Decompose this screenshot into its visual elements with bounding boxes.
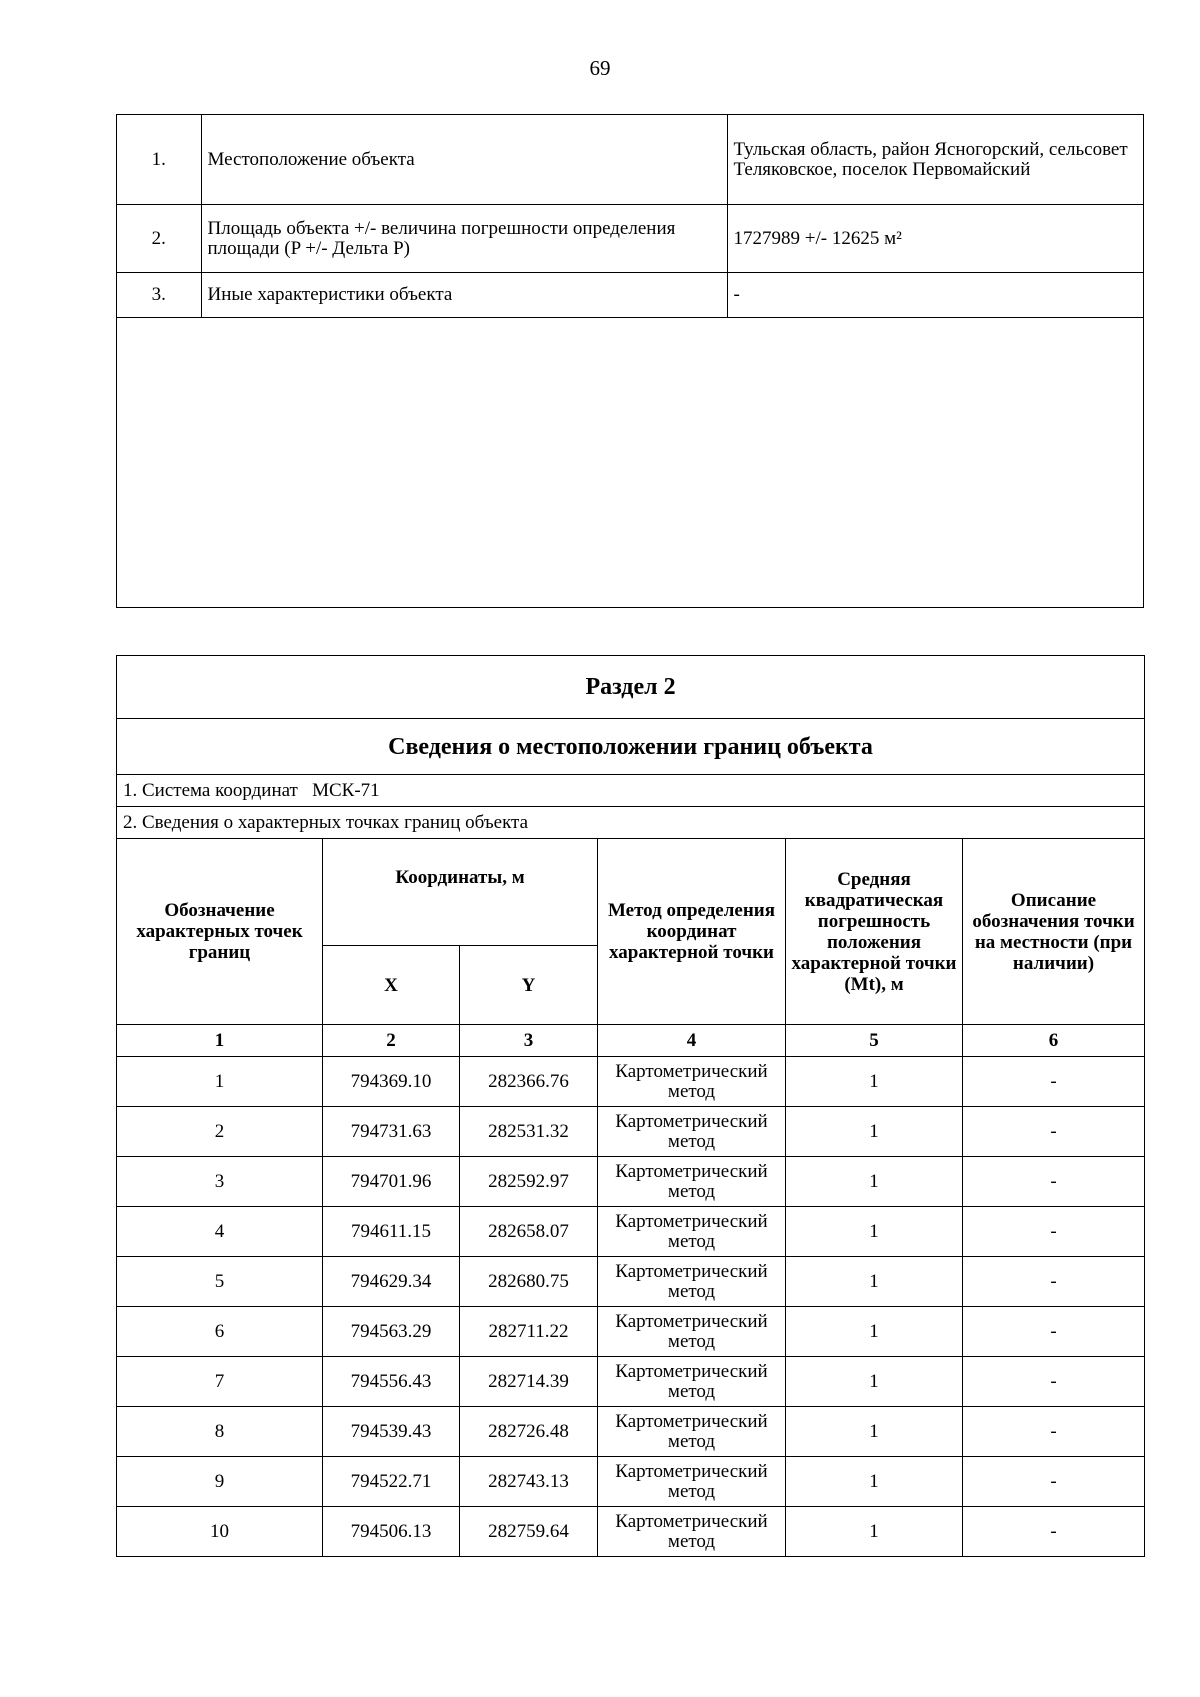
page-number: 69 bbox=[589, 56, 611, 80]
coord-x: 794701.96 bbox=[323, 1157, 460, 1207]
header-method: Метод определения координат характерной точки bbox=[598, 839, 786, 1025]
coord-x: 794611.15 bbox=[323, 1207, 460, 1257]
table-row bbox=[117, 115, 1143, 205]
column-number: 1 bbox=[117, 1025, 323, 1057]
point-designation: 5 bbox=[117, 1257, 323, 1307]
method-cell: Картометрический метод bbox=[598, 1307, 786, 1357]
method-cell: Картометрический метод bbox=[598, 1107, 786, 1157]
table-row bbox=[117, 1307, 1145, 1357]
error-cell: 1 bbox=[786, 1507, 963, 1557]
row-number: 1. bbox=[117, 115, 201, 205]
coord-x: 794522.71 bbox=[323, 1457, 460, 1507]
table-row bbox=[117, 205, 1143, 273]
table-row bbox=[117, 1207, 1145, 1257]
coord-y: 282711.22 bbox=[460, 1307, 598, 1357]
column-number: 5 bbox=[786, 1025, 963, 1057]
table-row bbox=[117, 1107, 1145, 1157]
coord-y: 282759.64 bbox=[460, 1507, 598, 1557]
coord-x: 794369.10 bbox=[323, 1057, 460, 1107]
point-designation: 7 bbox=[117, 1357, 323, 1407]
table-row bbox=[117, 1157, 1145, 1207]
point-rows bbox=[117, 1057, 1145, 1557]
row-value: 1727989 +/- 12625 м² bbox=[727, 205, 1143, 273]
method-cell: Картометрический метод bbox=[598, 1057, 786, 1107]
table-row bbox=[117, 1257, 1145, 1307]
method-cell: Картометрический метод bbox=[598, 1157, 786, 1207]
description-cell: - bbox=[963, 1357, 1145, 1407]
method-cell: Картометрический метод bbox=[598, 1357, 786, 1407]
coord-y: 282726.48 bbox=[460, 1407, 598, 1457]
table-row bbox=[117, 273, 1143, 318]
description-cell: - bbox=[963, 1257, 1145, 1307]
coord-y: 282714.39 bbox=[460, 1357, 598, 1407]
error-cell: 1 bbox=[786, 1157, 963, 1207]
point-designation: 2 bbox=[117, 1107, 323, 1157]
coord-y: 282658.07 bbox=[460, 1207, 598, 1257]
column-number: 3 bbox=[460, 1025, 598, 1057]
table-row bbox=[117, 1407, 1145, 1457]
row-label: Иные характеристики объекта bbox=[201, 273, 727, 318]
point-designation: 8 bbox=[117, 1407, 323, 1457]
row-number: 2. bbox=[117, 205, 201, 273]
row-label: Площадь объекта +/- величина погрешности определения площади (P +/- Дельта P) bbox=[201, 205, 727, 273]
coord-x: 794563.29 bbox=[323, 1307, 460, 1357]
section-subtitle: Сведения о местоположении границ объекта bbox=[117, 719, 1145, 775]
description-cell: - bbox=[963, 1307, 1145, 1357]
header-y: Y bbox=[460, 946, 598, 1025]
method-cell: Картометрический метод bbox=[598, 1507, 786, 1557]
coord-y: 282531.32 bbox=[460, 1107, 598, 1157]
section-title: Раздел 2 bbox=[117, 656, 1145, 719]
header-description: Описание обозначения точки на местности (при наличии) bbox=[963, 839, 1145, 1025]
table-row bbox=[117, 1357, 1145, 1407]
point-designation: 4 bbox=[117, 1207, 323, 1257]
coordinate-system: 1. Система координат МСК-71 bbox=[117, 775, 1145, 807]
table-row bbox=[117, 1457, 1145, 1507]
table-row bbox=[117, 1507, 1145, 1557]
point-designation: 1 bbox=[117, 1057, 323, 1107]
coord-y: 282366.76 bbox=[460, 1057, 598, 1107]
points-heading: 2. Сведения о характерных точках границ объекта bbox=[117, 807, 1145, 839]
point-designation: 6 bbox=[117, 1307, 323, 1357]
header-coords: Координаты, м bbox=[323, 839, 598, 946]
header-x: X bbox=[323, 946, 460, 1025]
error-cell: 1 bbox=[786, 1057, 963, 1107]
description-cell: - bbox=[963, 1107, 1145, 1157]
object-characteristics-table bbox=[116, 114, 1144, 608]
description-cell: - bbox=[963, 1507, 1145, 1557]
column-number: 2 bbox=[323, 1025, 460, 1057]
coord-x: 794506.13 bbox=[323, 1507, 460, 1557]
description-cell: - bbox=[963, 1057, 1145, 1107]
error-cell: 1 bbox=[786, 1257, 963, 1307]
coord-x: 794629.34 bbox=[323, 1257, 460, 1307]
row-number: 3. bbox=[117, 273, 201, 318]
description-cell: - bbox=[963, 1407, 1145, 1457]
coord-y: 282680.75 bbox=[460, 1257, 598, 1307]
error-cell: 1 bbox=[786, 1107, 963, 1157]
method-cell: Картометрический метод bbox=[598, 1207, 786, 1257]
row-value: Тульская область, район Ясногорский, сельсовет Теляковское, поселок Первомайский bbox=[727, 115, 1143, 205]
header-error: Средняя квадратическая погрешность положения характерной точки (Mt), м bbox=[786, 839, 963, 1025]
coord-x: 794556.43 bbox=[323, 1357, 460, 1407]
row-value: - bbox=[727, 273, 1143, 318]
row-label: Местоположение объекта bbox=[201, 115, 727, 205]
method-cell: Картометрический метод bbox=[598, 1407, 786, 1457]
description-cell: - bbox=[963, 1157, 1145, 1207]
method-cell: Картометрический метод bbox=[598, 1457, 786, 1507]
error-cell: 1 bbox=[786, 1407, 963, 1457]
error-cell: 1 bbox=[786, 1307, 963, 1357]
point-designation: 3 bbox=[117, 1157, 323, 1207]
coord-y: 282592.97 bbox=[460, 1157, 598, 1207]
boundary-points-table bbox=[116, 655, 1144, 1557]
coord-y: 282743.13 bbox=[460, 1457, 598, 1507]
header-designation: Обозначение характерных точек границ bbox=[117, 839, 323, 1025]
table-row bbox=[117, 1057, 1145, 1107]
column-number: 4 bbox=[598, 1025, 786, 1057]
point-designation: 10 bbox=[117, 1507, 323, 1557]
point-designation: 9 bbox=[117, 1457, 323, 1507]
error-cell: 1 bbox=[786, 1207, 963, 1257]
error-cell: 1 bbox=[786, 1457, 963, 1507]
column-number: 6 bbox=[963, 1025, 1145, 1057]
coord-x: 794731.63 bbox=[323, 1107, 460, 1157]
error-cell: 1 bbox=[786, 1357, 963, 1407]
description-cell: - bbox=[963, 1207, 1145, 1257]
coord-x: 794539.43 bbox=[323, 1407, 460, 1457]
method-cell: Картометрический метод bbox=[598, 1257, 786, 1307]
description-cell: - bbox=[963, 1457, 1145, 1507]
